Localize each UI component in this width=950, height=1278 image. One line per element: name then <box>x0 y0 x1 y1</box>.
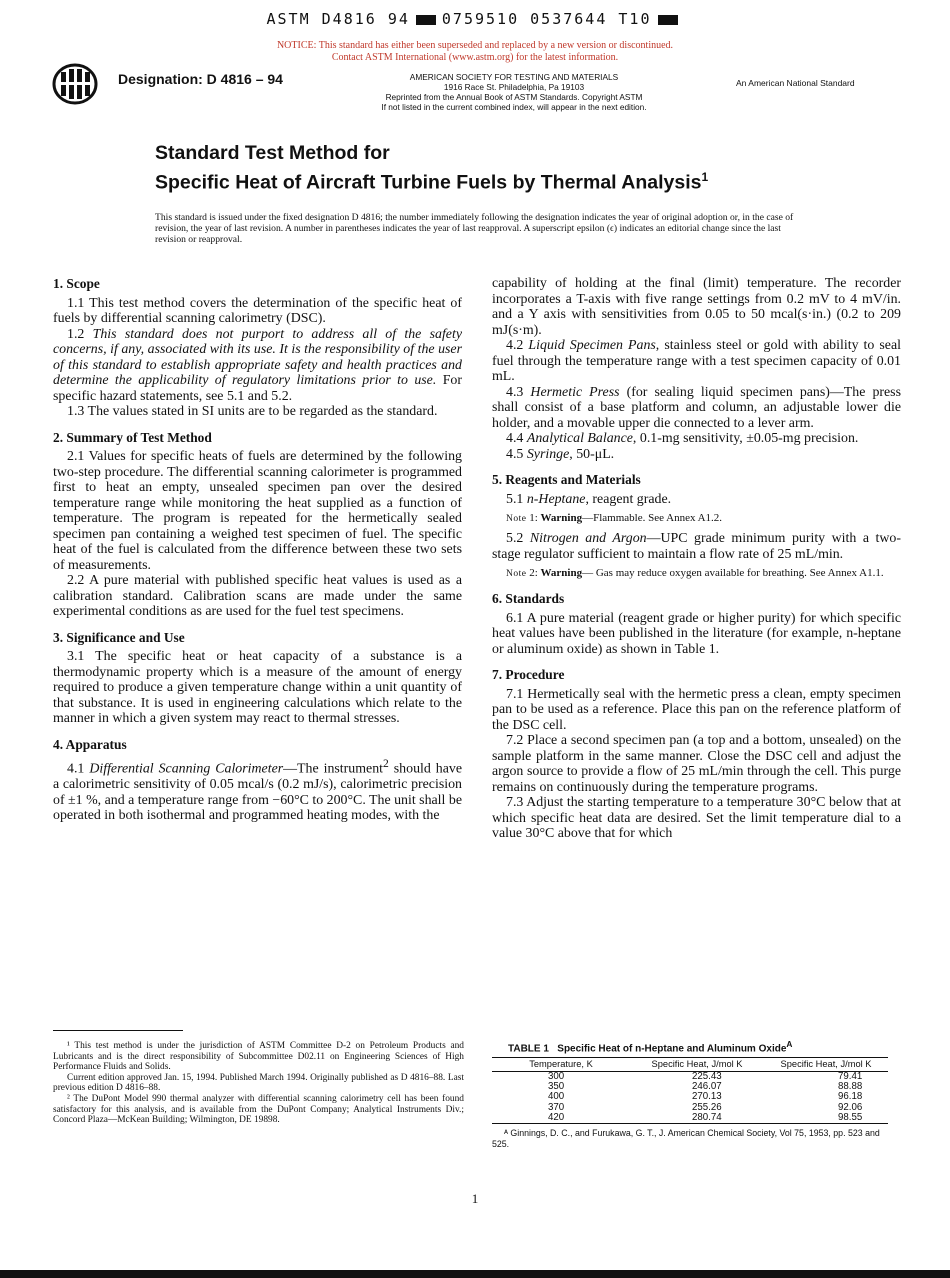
paragraph-4-3 <box>492 385 901 432</box>
superseded-notice <box>0 40 950 64</box>
title-line-2 <box>155 165 708 195</box>
document-title <box>155 141 708 195</box>
table-cell: 246.07 <box>692 1081 722 1093</box>
footnote-marker: 2 <box>383 757 389 770</box>
document-code-mid: 0759510 0537644 T10 <box>441 10 652 28</box>
paragraph-5-2 <box>492 531 901 562</box>
paragraph-1-2 <box>53 327 462 405</box>
society-reprint: Reprinted from the Annual Book of ASTM Standards. Copyright ASTM <box>385 92 643 102</box>
section-heading-procedure: 7. Procedure <box>492 667 565 682</box>
footnotes <box>53 1041 464 1126</box>
column-header-temperature: Temperature, K <box>492 1058 630 1072</box>
safety-caveat-text: This standard does not purport to address all of the safety concerns, if any, associated with its use. It is the responsibility of the user of this standard to establish appropriate safety and health practices and determine the applicability of regulatory limitations prior to use. <box>53 326 462 388</box>
note-number: 1: <box>526 512 541 524</box>
paragraph-number: 4.4 <box>506 431 527 446</box>
table-caption-marker: A <box>786 1039 793 1049</box>
national-standard-label: An American National Standard <box>736 78 855 88</box>
right-column <box>492 276 901 842</box>
paragraph-number: 4.2 <box>506 338 529 353</box>
title-line-1: Standard Test Method for <box>155 142 390 164</box>
section-heading-summary: 2. Summary of Test Method <box>53 429 212 445</box>
table-header-row <box>492 1058 888 1072</box>
paragraph-2-2: 2.2 A pure material with published specific heat values is used as a calibration standard. Calibration scans are made under the same experimental conditions as are used for the fuel test specimens. <box>53 573 462 619</box>
paragraph-text: (for sealing liquid specimen pans)—The press shall consist of a base platform and column, an adjustable lower die holder, and a movable upper die connected to a lever arm. <box>492 384 901 431</box>
table-cell: 98.55 <box>838 1111 863 1123</box>
paragraph-7-2: 7.2 Place a second specimen pan (a top and a bottom, unsealed) on the sample platform in the same manner. Close the DSC cell and adjust the argon source to provide a flow of 25 mL/min through the cell. This purge remains on continuously during the temperature programs. <box>492 733 901 795</box>
title-footnote-marker: 1 <box>701 170 709 184</box>
item-name: Analytical Balance <box>526 431 633 446</box>
document-code-line <box>0 10 950 28</box>
table-cell: 280.74 <box>692 1111 722 1123</box>
table-cell: 400 <box>548 1091 565 1103</box>
table-caption <box>508 1039 792 1054</box>
note-warning: Warning <box>540 567 583 579</box>
issuance-statement: This standard is issued under the fixed designation D 4816; the number immediately following the designation indicates the year of original adoption or, in the case of revision, the year of last revision. A number in parentheses indicates the year of last reapproval. A superscript epsilon (ϵ) indicates an editorial change since the last revision or reapproval. <box>155 212 794 245</box>
table-footnote: ᴬ Ginnings, D. C., and Furukawa, G. T., J. American Chemical Society, Vol 75, 1953, pp. 523 and 525. <box>492 1128 880 1149</box>
society-name: AMERICAN SOCIETY FOR TESTING AND MATERIALS <box>409 72 619 82</box>
table-cell: 88.88 <box>838 1081 863 1093</box>
paragraph-text: , 0.1-mg sensitivity, ±0.05-mg precision. <box>632 431 859 446</box>
paragraph-4-1-continued: capability of holding at the final (limit) temperature. The recorder incorporates a T-axis with five range settings from 0.2 mV to 4 mV/in. and a Y axis with sensitivities from 0.05 to 50 mcal(s·in.) (0.2 to 209 mJ(s·m). <box>492 276 901 338</box>
society-block <box>328 72 700 112</box>
notice-line-1: NOTICE: This standard has either been superseded and replaced by a new version or discontinued. <box>276 40 674 51</box>
note-number: 2: <box>526 567 541 579</box>
note-text: — Gas may reduce oxygen available for breathing. See Annex A1.1. <box>582 567 884 579</box>
section-heading-significance: 3. Significance and Use <box>53 629 185 645</box>
column-header-alumina: Specific Heat, J/mol K <box>764 1058 888 1072</box>
paragraph-7-3: 7.3 Adjust the starting temperature to a temperature 30°C below that at which specific heat data are desired. Set the limit temperature dial to a value 30°C above that for which <box>492 795 901 841</box>
section-heading-apparatus: 4. Apparatus <box>53 736 127 752</box>
note-text: —Flammable. See Annex A1.2. <box>582 512 723 524</box>
black-block-icon <box>658 15 678 25</box>
document-code-left: ASTM D4816 94 <box>266 10 410 28</box>
paragraph-number: 5.1 <box>506 491 527 507</box>
table-cell: 92.06 <box>838 1101 863 1113</box>
table-cell: 420 <box>548 1111 565 1123</box>
item-name: Hermetic Press <box>530 384 620 400</box>
footnote-divider <box>53 1030 183 1031</box>
black-block-icon <box>416 15 436 25</box>
table-cell: 96.18 <box>838 1091 863 1103</box>
table-caption-label: TABLE 1 <box>508 1043 549 1055</box>
paragraph-text: For specific hazard statements, see 5.1 and 5.2. <box>53 373 462 404</box>
table-cell: 300 <box>548 1071 565 1082</box>
designation: Designation: D 4816 – 94 <box>118 71 283 87</box>
paragraph-7-1: 7.1 Hermetically seal with the hermetic press a clean, empty specimen pan to be used as a reference. Place this pan on the reference platform of the DSC cell. <box>492 686 901 733</box>
section-heading-reagents: 5. Reagents and Materials <box>492 472 641 487</box>
table-cell: 350 <box>548 1081 565 1093</box>
note-2 <box>492 567 901 581</box>
paragraph-4-1 <box>53 756 462 824</box>
paragraph-number: 5.2 <box>506 531 530 546</box>
note-warning: Warning <box>540 512 583 524</box>
paragraph-text: , reagent grade. <box>585 491 672 507</box>
paragraph-number: 4.3 <box>506 384 531 400</box>
specific-heat-table <box>492 1057 888 1124</box>
society-address: 1916 Race St. Philadelphia, Pa 19103 <box>443 82 585 92</box>
society-listing: If not listed in the current combined index, will appear in the next edition. <box>381 102 647 112</box>
notice-line-2: Contact ASTM International (www.astm.org) for the latest information. <box>331 52 619 63</box>
item-name: Liquid Specimen Pans <box>528 338 656 353</box>
paragraph-4-2 <box>492 338 901 385</box>
note-label: Note <box>506 514 527 524</box>
paragraph-text: —The instrument <box>283 761 384 777</box>
paragraph-number: 4.5 <box>506 446 527 462</box>
item-name: Syringe <box>526 446 570 462</box>
footnote-2: ² The DuPont Model 990 thermal analyzer with differential scanning calorimetry cell has been found satisfactory for this analysis, and is available from the DuPont Company; Analytical Instruments Div.; Concord Plaza—McKean Building; Wilmington, DE 19898. <box>53 1093 464 1126</box>
footnote-1-dates: Current edition approved Jan. 15, 1994. Published March 1994. Originally published as D 4816–88. Last previous edition D 4816–88. <box>53 1072 464 1094</box>
note-1 <box>492 512 901 526</box>
table-cell: 270.13 <box>692 1091 722 1103</box>
paragraph-3-1: 3.1 The specific heat or heat capacity of a substance is a thermodynamic property which is a measure of the amount of energy required to produce a given temperature change within a unit quantity of that substance. It is used in engineering calculations which relate to the manner in which a given system may react to thermal stresses. <box>53 649 462 726</box>
title-line-2-text: Specific Heat of Aircraft Turbine Fuels by Thermal Analysis <box>155 171 702 194</box>
table-cell: 225.43 <box>692 1071 722 1082</box>
column-header-heptane: Specific Heat, J/mol K <box>630 1058 764 1072</box>
paragraph-4-4 <box>492 431 901 447</box>
paragraph-1-1: 1.1 This test method covers the determination of the specific heat of fuels by differential scanning calorimetry (DSC). <box>53 295 462 326</box>
note-label: Note <box>506 569 527 579</box>
paragraph-text: —UPC grade minimum purity with a two-stage regulator sufficient to maintain a flow rate of 25 mL/min. <box>492 531 902 562</box>
paragraph-number: 1.2 <box>67 326 93 342</box>
paragraph-4-5 <box>492 447 901 463</box>
paragraph-number: 4.1 <box>67 761 90 777</box>
section-heading-standards: 6. Standards <box>492 591 565 606</box>
paragraph-text: should have a calorimetric sensitivity of 0.05 mcal/s (0.2 mJ/s), calorimetric precision of ±1 %, and a temperature range from −60°C to 200°C. The unit shall be operated in both isothermal and programmed heating modes, with the <box>53 761 462 824</box>
left-column <box>53 276 462 824</box>
paragraph-text: , stainless steel or gold with ability to seal fuel through the temperature range with a test specimen capacity of 0.01 mL. <box>492 338 901 384</box>
paragraph-2-1: 2.1 Values for specific heats of fuels are determined by the following two-step procedure. The differential scanning calorimeter is programmed first to heat an empty, unsealed specimen pan over the desired temperature range while monitoring the heat supplied as a function of temperature. The program is repeated for the hermetically sealed specimen pan containing a weighed test specimen of fuel. The specific heat of the fuel is calculated from the difference between these two sets of measurements. <box>53 449 462 573</box>
paragraph-1-3: 1.3 The values stated in SI units are to be regarded as the standard. <box>67 404 438 419</box>
table-cell: 255.26 <box>692 1101 722 1113</box>
item-name: Nitrogen and Argon <box>529 531 647 546</box>
bottom-scan-bar <box>0 1270 950 1278</box>
astm-logo-icon <box>52 63 98 105</box>
paragraph-5-1 <box>492 492 901 508</box>
table-caption-text: Specific Heat of n-Heptane and Aluminum Oxide <box>557 1043 787 1055</box>
paragraph-text: , 50-μL. <box>569 446 615 462</box>
table-row <box>492 1113 888 1123</box>
footnote-1: ¹ This test method is under the jurisdiction of ASTM Committee D-2 on Petroleum Products and Lubricants and is the direct responsibility of Subcommittee D02.11 on Engineering Sciences of High Performance Fluids and Solids. <box>53 1041 464 1073</box>
table-cell: 79.41 <box>838 1071 863 1082</box>
item-name: Differential Scanning Calorimeter <box>89 761 284 777</box>
paragraph-6-1: 6.1 A pure material (reagent grade or higher purity) for which specific heat values have been published in the literature (for example, n-heptane or aluminum oxide) as shown in Table 1. <box>492 610 901 657</box>
table-cell: 370 <box>548 1101 565 1113</box>
page-number: 1 <box>471 1191 479 1206</box>
section-heading-scope: 1. Scope <box>53 276 100 291</box>
item-name: n-Heptane <box>526 491 586 507</box>
